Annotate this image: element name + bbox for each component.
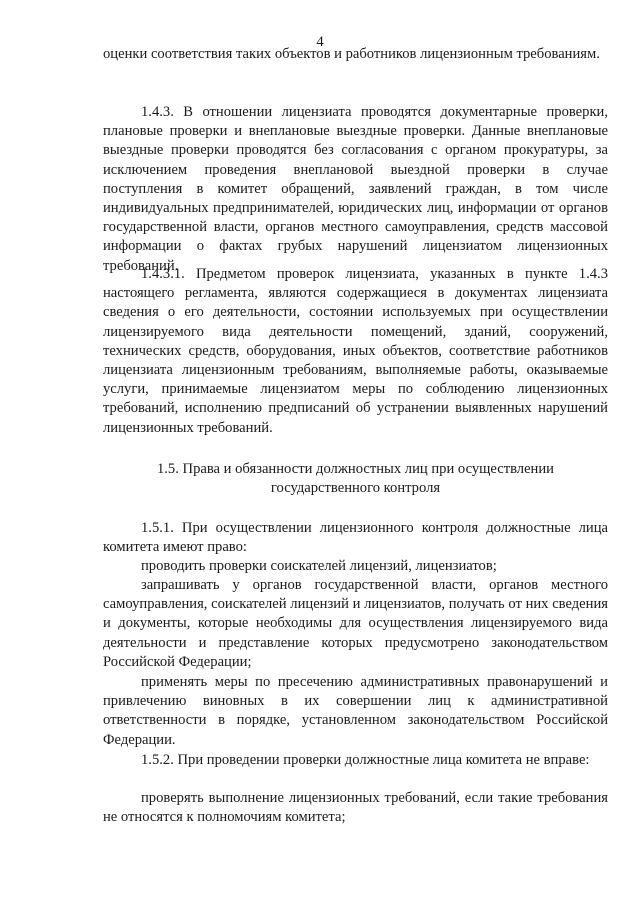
page-number: 4 (316, 34, 324, 50)
paragraph-1-5-2: 1.5.2. При проведении проверки должностные лица комитета не вправе: (141, 752, 590, 768)
paragraph-1-5-1: 1.5.1. При осуществлении лицензионного контроля должностные лица комитета имеют право: (103, 520, 608, 556)
paragraph-1-4-3: 1.4.3. В отношении лицензиата проводятся документарные проверки, плановые проверки и внеплановые выездные проверки. Данные внеплановые выездные проверки проводятся без согласования с органом прокуратуры, за исключением проведения внеплановой выездной проверки в случае поступления в комитет обращений, заявлений граждан, в том числе индивидуальных предпринимателей, юридических лиц, информации от органов государственной власти, органов местного самоуправления, средств массовой информации о фактах грубых нарушений лицензиатом лицензионных требований. (103, 104, 608, 274)
list-item-right-2: запрашивать у органов государственной власти, органов местного самоуправления, соискателей лицензий и лицензиатов, получать от них сведения и документы, которые необходимы для осуществления лицензируемого вида деятельности и представление которых предусмотрено законодательством Российской Федерации; (103, 577, 608, 670)
list-item-prohibition-1: проверять выполнение лицензионных требований, если такие требования не относятся к полномочиям комитета; (103, 790, 608, 826)
paragraph-continuation: оценки соответствия таких объектов и работников лицензионным требованиям. (103, 46, 600, 62)
section-heading-1-5 (103, 460, 608, 498)
section-heading-line-1: 1.5. Права и обязанности должностных лиц при осуществлении (156, 461, 554, 477)
paragraph-1-4-3-1: 1.4.3.1. Предметом проверок лицензиата, указанных в пункте 1.4.3 настоящего регламента, являются содержащиеся в документах лицензиата сведения о его деятельности, состоянии используемых при осуществлении лицензируемого вида деятельности помещений, зданий, сооружений, технических средств, оборудования, иных объектов, соответствие работников лицензиата лицензионным требованиям, выполняемые работы, оказываемые услуги, принимаемые лицензиатом меры по соблюдению лицензионных требований, исполнению предписаний об устранении выявленных нарушений лицензионных требований. (103, 266, 608, 436)
list-item-right-1: проводить проверки соискателей лицензий, лицензиатов; (141, 558, 497, 574)
list-item-right-3: применять меры по пресечению административных правонарушений и привлечению виновных в их совершении лиц к административной ответственности в порядке, установленном законодательством Российской Федерации. (103, 674, 608, 748)
section-heading-line-2: государственного контроля (270, 480, 441, 497)
